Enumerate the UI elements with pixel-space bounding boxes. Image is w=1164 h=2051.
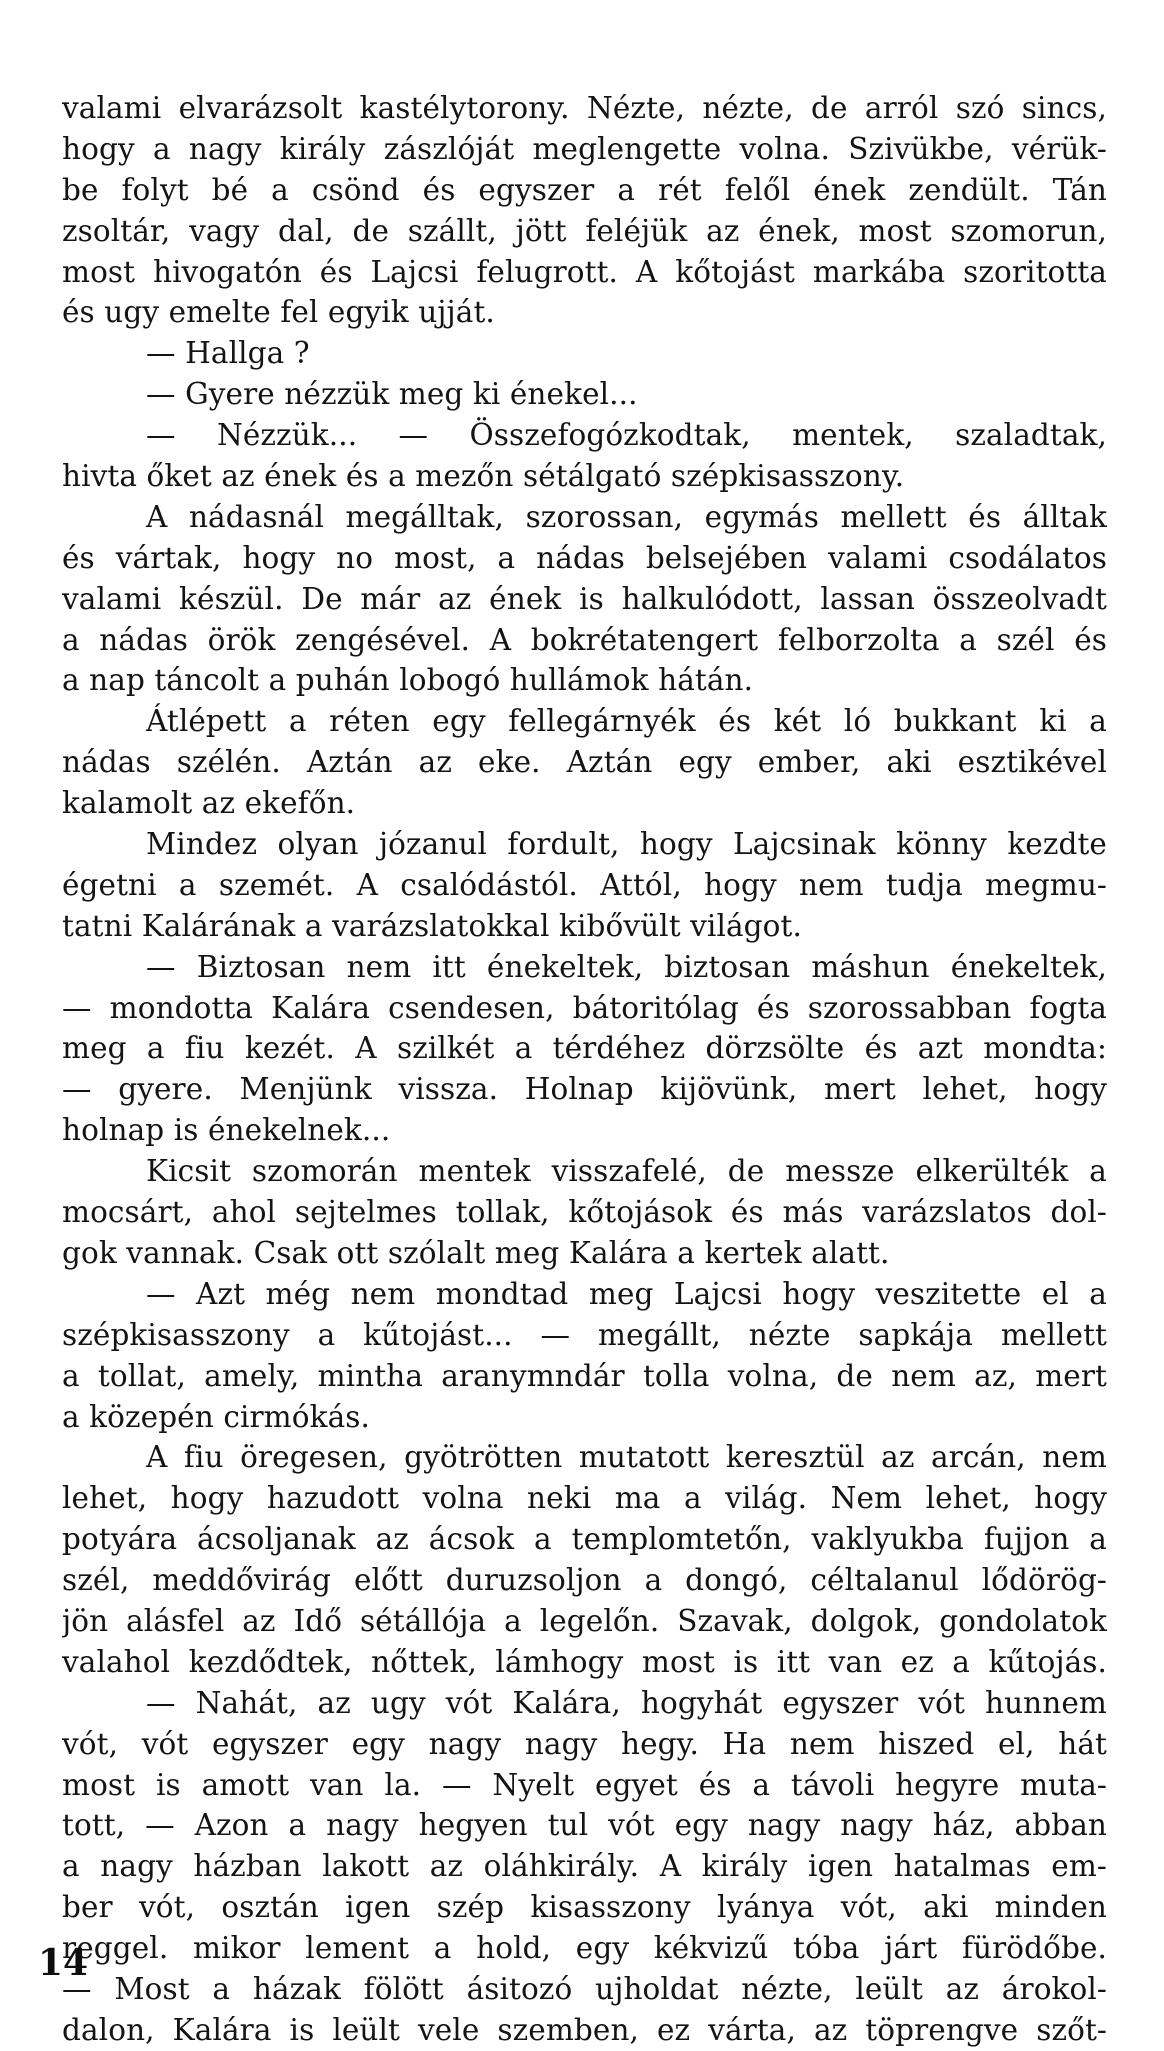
text-line: — Biztosan nem itt énekeltek, biztosan máshun énekeltek, (146, 949, 1107, 984)
text-line: most is amott van la. — Nyelt egyet és a távoli hegyre muta- (62, 1767, 1107, 1802)
book-page-text (62, 88, 1107, 2051)
text-line: A nádasnál megálltak, szorossan, egymás mellett és álltak (146, 499, 1107, 534)
text-line: nádas szélén. Aztán az eke. Aztán egy ember, aki esztikével (62, 745, 1107, 780)
text-line: jön alásfel az Idő sétállója a legelőn. Szavak, dolgok, gondolatok (62, 1603, 1107, 1638)
text-line: a közepén cirmókás. (62, 1399, 370, 1434)
text-line: és ugy emelte fel egyik ujját. (62, 295, 495, 330)
text-line: égetni a szemét. A csalódástól. Attól, hogy nem tudja megmu- (62, 867, 1107, 902)
text-line: ber vót, osztán igen szép kisasszony lyánya vót, aki minden (62, 1890, 1107, 1925)
text-line: meg a fiu kezét. A szilkét a térdéhez dörzsölte és azt mondta: (62, 1031, 1107, 1066)
text-line: a nap táncolt a puhán lobogó hullámok hátán. (62, 663, 754, 698)
text-line: reggel. mikor lement a hold, egy kékvizű tóba járt fürödőbe. (62, 1931, 1107, 1966)
text-line: tott, — Azon a nagy hegyen tul vót egy nagy nagy ház, abban (62, 1808, 1107, 1843)
text-line: valami elvarázsolt kastélytorony. Nézte, nézte, de arról szó sincs, (62, 91, 1107, 125)
text-line: A fiu öregesen, gyötrötten mutatott keresztül az arcán, nem (146, 1440, 1107, 1475)
text-line: — Nézzük... — Összefogózkodtak, mentek, szaladtak, (146, 418, 1107, 453)
page-number: 14 (38, 1942, 89, 1984)
text-line: potyára ácsoljanak az ácsok a templomtetőn, vaklyukba fujjon a (62, 1522, 1107, 1557)
text-line: — gyere. Menjünk vissza. Holnap kijövünk, mert lehet, hogy (62, 1072, 1107, 1107)
text-line: gok vannak. Csak ott szólalt meg Kalára a kertek alatt. (62, 1235, 890, 1270)
text-line: — mondotta Kalára csendesen, bátoritólag és szorossabban fogta (62, 990, 1107, 1025)
text-line: zsoltár, vagy dal, de szállt, jött feléjük az ének, most szomorun, (62, 213, 1107, 248)
text-line: — Most a házak fölött ásitozó ujholdat nézte, leült az árokol- (62, 1971, 1107, 2006)
text-line: hogy a nagy király zászlóját meglengette volna. Szivükbe, vérük- (62, 131, 1107, 166)
text-line: a nagy házban lakott az oláhkirály. A király igen hatalmas em- (62, 1849, 1107, 1884)
text-line: a tollat, amely, mintha aranymndár tolla volna, de nem az, mert (62, 1358, 1107, 1393)
text-line: vót, vót egyszer egy nagy nagy hegy. Ha nem hiszed el, hát (62, 1726, 1107, 1761)
text-line: Kicsit szomorán mentek visszafelé, de messze elkerülték a (146, 1154, 1107, 1189)
text-line: valami készül. De már az ének is halkulódott, lassan összeolvadt (62, 581, 1107, 616)
text-line: és vártak, hogy no most, a nádas belsejében valami csodálatos (62, 540, 1107, 575)
text-line: most hivogatón és Lajcsi felugrott. A kőtojást markába szoritotta (62, 254, 1107, 289)
text-line: mocsárt, ahol sejtelmes tollak, kőtojások és más varázslatos dol- (62, 1195, 1107, 1230)
text-line: — Gyere nézzük meg ki énekel... (146, 377, 638, 412)
text-line: — Azt még nem mondtad meg Lajcsi hogy veszitette el a (146, 1276, 1107, 1311)
text-line: Mindez olyan józanul fordult, hogy Lajcsinak könny kezdte (146, 827, 1107, 862)
text-line: valahol kezdődtek, nőttek, lámhogy most is itt van ez a kűtojás. (62, 1644, 1107, 1679)
text-line: be folyt bé a csönd és egyszer a rét felől ének zendült. Tán (62, 172, 1107, 207)
text-line: hivta őket az ének és a mezőn sétálgató szépkisasszony. (62, 459, 905, 494)
text-line: Átlépett a réten egy fellegárnyék és két ló bukkant ki a (146, 704, 1107, 739)
text-line: holnap is énekelnek... (62, 1113, 391, 1148)
text-line: szépkisasszony a kűtojást... — megállt, nézte sapkája mellett (62, 1317, 1107, 1352)
text-line: szél, meddővirág előtt duruzsoljon a dongó, céltalanul lődörög- (62, 1563, 1107, 1598)
text-line: kalamolt az ekefőn. (62, 786, 356, 821)
text-line: — Nahát, az ugy vót Kalára, hogyhát egyszer vót hunnem (146, 1685, 1107, 1720)
text-line: dalon, Kalára is leült vele szemben, ez várta, az töprengve szőt- (62, 2012, 1107, 2047)
text-line: lehet, hogy hazudott volna neki ma a világ. Nem lehet, hogy (62, 1481, 1107, 1516)
text-line: — Hallga ? (146, 336, 310, 371)
text-line: a nádas örök zengésével. A bokrétatengert felborzolta a szél és (62, 622, 1107, 657)
text-line: tatni Kalárának a varázslatokkal kibővült világot. (62, 908, 802, 943)
